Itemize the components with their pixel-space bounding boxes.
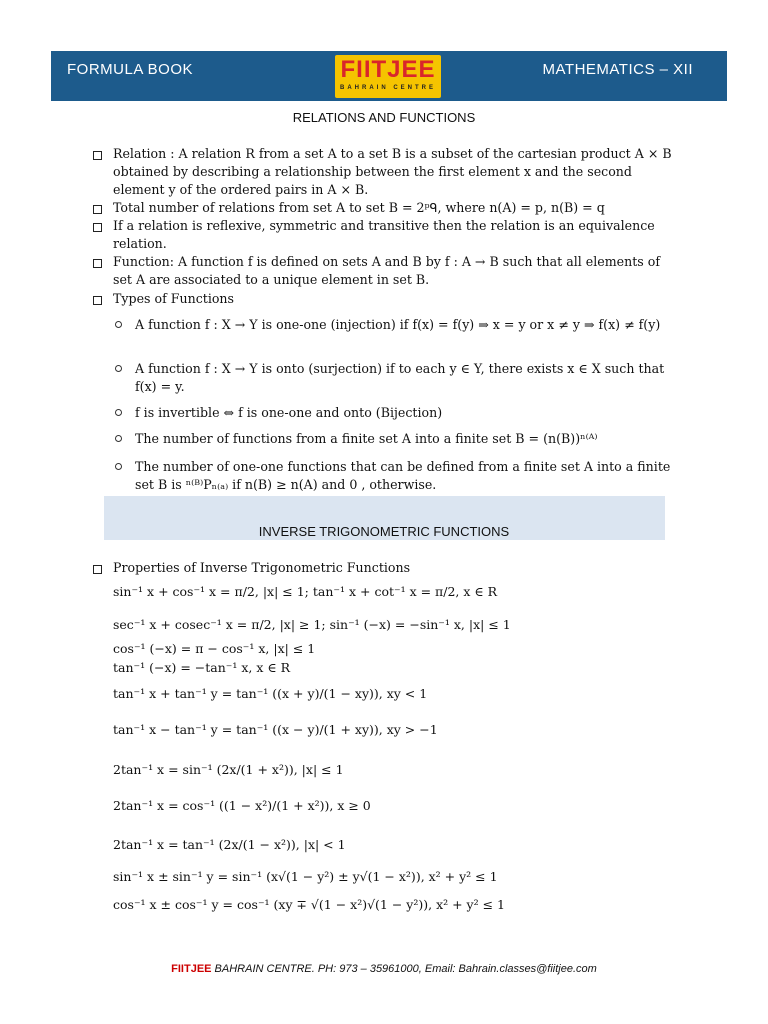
section-title-inverse-trig: INVERSE TRIGONOMETRIC FUNCTIONS [258, 524, 510, 539]
logo-subtext: BAHRAIN CENTRE [340, 85, 436, 91]
formula-line: 2tan⁻¹ x = tan⁻¹ (2x/(1 − x²)), |x| < 1 [113, 837, 346, 852]
bullet-square-icon [93, 223, 102, 232]
formula-line: sec⁻¹ x + cosec⁻¹ x = π/2, |x| ≥ 1; sin⁻¹ (−x) = −sin⁻¹ x, |x| ≤ 1 [113, 617, 511, 632]
formula-line: tan⁻¹ (−x) = −tan⁻¹ x, x ∈ R [113, 660, 291, 675]
sub-bullet-one-one-count: The number of one-one functions that can be defined from a finite set A into a finite set B is ⁿ⁽ᴮ⁾Pₙ₍ₐ₎ if n(B) ≥ n(A) and 0 , otherwise. [135, 459, 671, 492]
bullet-circle-icon [115, 463, 122, 470]
bullet-equivalence: If a relation is reflexive, symmetric and transitive then the relation is an equivalence relation. [113, 218, 655, 251]
section-title-relations: RELATIONS AND FUNCTIONS [292, 110, 476, 125]
formula-line: sin⁻¹ x ± sin⁻¹ y = sin⁻¹ (x√(1 − y²) ± y√(1 − x²)), x² + y² ≤ 1 [113, 869, 498, 884]
formula-line: 2tan⁻¹ x = cos⁻¹ ((1 − x²)/(1 + x²)), x ≥ 0 [113, 798, 371, 813]
bullet-square-icon [93, 296, 102, 305]
sub-bullet-injection: A function f : X → Y is one-one (injection) if f(x) = f(y) ⇒ x = y or x ≠ y ⇒ f(x) ≠ f(y) [135, 317, 661, 332]
sub-bullet-bijection: f is invertible ⇔ f is one-one and onto (Bijection) [135, 405, 443, 420]
logo-text: FIITJEE [340, 56, 436, 83]
bullet-circle-icon [115, 321, 122, 328]
sub-bullet-surjection: A function f : X → Y is onto (surjection) if to each y ∈ Y, there exists x ∈ X such that f(x) = y. [135, 361, 665, 394]
bullet-circle-icon [115, 409, 122, 416]
footer-brand: FIITJEE [171, 963, 212, 975]
page-footer [0, 963, 768, 975]
formula-line: tan⁻¹ x − tan⁻¹ y = tan⁻¹ ((x − y)/(1 + xy)), xy > −1 [113, 722, 438, 737]
bullet-types: Types of Functions [113, 291, 234, 306]
bullet-square-icon [93, 151, 102, 160]
formula-line: 2tan⁻¹ x = sin⁻¹ (2x/(1 + x²)), |x| ≤ 1 [113, 762, 344, 777]
bullet-square-icon [93, 259, 102, 268]
page-header [51, 51, 727, 101]
fiitjee-logo [335, 55, 441, 98]
bullet-relation: Relation : A relation R from a set A to a set B is a subset of the cartesian product A × B obtained by describing a relationship between the first element x and the second element y of the ordered pairs in A × B. [113, 146, 672, 197]
bullet-square-icon [93, 205, 102, 214]
bullet-properties: Properties of Inverse Trigonometric Functions [113, 560, 411, 575]
bullet-total-relations: Total number of relations from set A to set B = 2ᵖᑫ, where n(A) = p, n(B) = q [113, 200, 605, 215]
bullet-function: Function: A function f is defined on sets A and B by f : A → B such that all elements of set A are associated to a unique element in set B. [113, 254, 661, 287]
bullet-square-icon [93, 565, 102, 574]
header-right-title: MATHEMATICS – XII [542, 61, 693, 78]
formula-line: sin⁻¹ x + cos⁻¹ x = π/2, |x| ≤ 1; tan⁻¹ x + cot⁻¹ x = π/2, x ∈ R [113, 584, 498, 599]
formula-line: cos⁻¹ x ± cos⁻¹ y = cos⁻¹ (xy ∓ √(1 − x²)√(1 − y²)), x² + y² ≤ 1 [113, 897, 505, 912]
sub-bullet-number-functions: The number of functions from a finite set A into a finite set B = (n(B))ⁿ⁽ᴬ⁾ [135, 431, 598, 446]
bullet-circle-icon [115, 435, 122, 442]
footer-contact: BAHRAIN CENTRE. PH: 973 – 35961000, Email: Bahrain.classes@fiitjee.com [211, 963, 597, 975]
bullet-circle-icon [115, 365, 122, 372]
header-left-title: FORMULA BOOK [67, 61, 194, 78]
formula-line: cos⁻¹ (−x) = π − cos⁻¹ x, |x| ≤ 1 [113, 641, 316, 656]
formula-line: tan⁻¹ x + tan⁻¹ y = tan⁻¹ ((x + y)/(1 − xy)), xy < 1 [113, 686, 428, 701]
